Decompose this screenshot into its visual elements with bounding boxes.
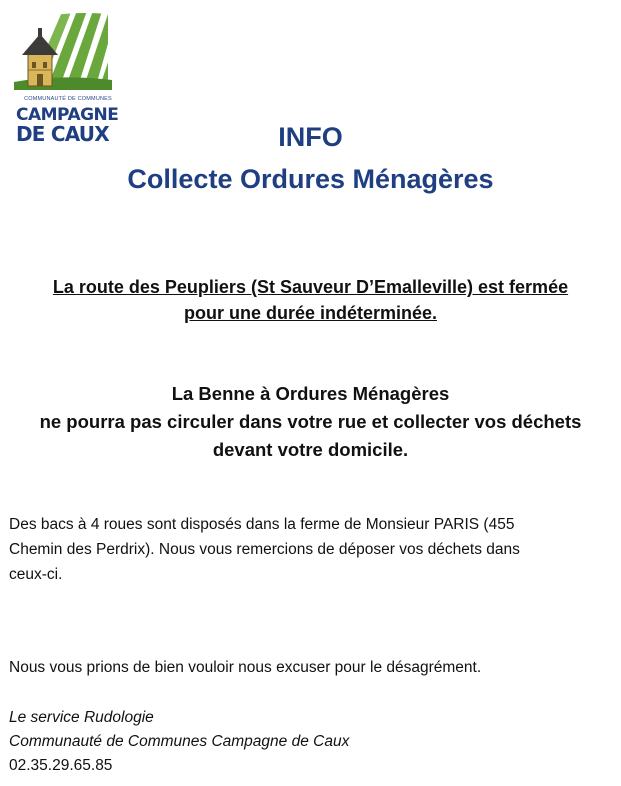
logo-wordmark-line1: CAMPAGNE <box>16 105 119 125</box>
apology-paragraph: Nous vous prions de bien vouloir nous excuser pour le désagrément. <box>9 659 482 676</box>
collection-truck-line3: devant votre domicile. <box>212 439 409 460</box>
collection-truck-line2: ne pourra pas circuler dans votre rue et collecter vos déchets <box>39 411 582 432</box>
page-subtitle: Collecte Ordures Ménagères <box>127 164 494 194</box>
logo-emblem-icon <box>8 8 114 98</box>
bins-line1: Des bacs à 4 roues sont disposés dans la ferme de Monsieur PARIS (455 <box>9 516 515 533</box>
signature-organization: Communauté de Communes Campagne de Caux <box>9 733 350 750</box>
bins-location-paragraph <box>9 512 619 587</box>
road-closure-line1: La route des Peupliers (St Sauveur D’Emalleville) est fermée <box>52 277 569 297</box>
logo-wordmark-line2: DE CAUX <box>16 122 109 146</box>
logo-small-text: COMMUNAUTÉ DE COMMUNES <box>24 96 112 102</box>
collection-truck-notice <box>0 380 621 464</box>
signature-service: Le service Rudologie <box>9 709 154 726</box>
collection-truck-line1: La Benne à Ordures Ménagères <box>171 383 450 404</box>
signature-phone: 02.35.29.65.85 <box>9 757 113 774</box>
bins-line3: ceux-ci. <box>9 566 63 583</box>
road-closure-line2: pour une durée indéterminée. <box>183 303 438 323</box>
bins-line2: Chemin des Perdrix). Nous vous remercions de déposer vos déchets dans <box>9 541 520 558</box>
page-title: INFO <box>278 122 343 152</box>
road-closure-notice <box>0 274 621 326</box>
